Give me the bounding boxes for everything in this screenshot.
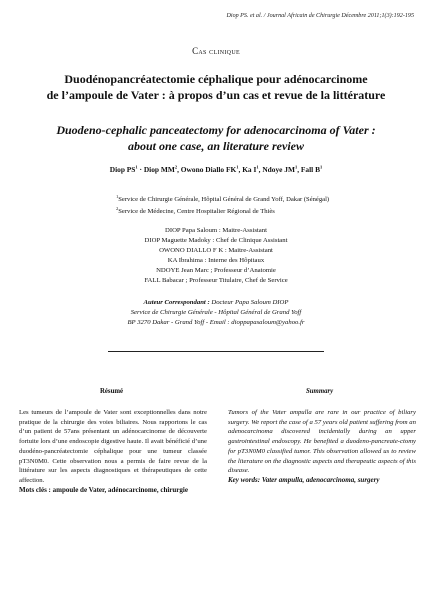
author-list [0, 165, 432, 174]
title-english-line-1: Duodeno-cephalic panceatectomy for adenocarcinoma of Vater : [56, 123, 376, 137]
correspondent-name: Docteur Papa Saloum DIOP [209, 299, 289, 306]
author-roster [0, 226, 432, 285]
summary-keywords: Key words: Vater ampulla, adenocarcinoma, surgery [228, 475, 380, 484]
author: Ka $I^1$, [242, 165, 263, 175]
correspondent-line-1 [0, 298, 432, 308]
resume-column [19, 408, 207, 496]
correspondent-label: Auteur Correspondant : [143, 299, 210, 306]
section-divider [108, 351, 324, 352]
affiliation-2: $^2$Service de Médecine, Centre Hospitalier Régional de Thiès [116, 206, 275, 216]
author: Diop $PS^1$ · [109, 165, 144, 175]
correspondent-line-2: Service de Chirurgie Générale - Hôpital Général de Grand Yoff [130, 308, 302, 316]
author: Owono Diallo $FK^1$, [180, 165, 243, 175]
title-french-line-1: Duodénopancréatectomie céphalique pour adénocarcinome [64, 72, 368, 86]
roster-line: DIOP Maguette Madoky : Chef de Clinique Assistant [144, 236, 288, 244]
roster-line: NDOYE Jean Marc ; Professeur d’Anatomie [156, 266, 276, 274]
title-english-line-2: about one case, an literature review [128, 138, 304, 153]
roster-line: KA Ibrahima : Interne des Hôpitaux [167, 256, 265, 264]
roster-line: FALL Babacar ; Professeur Titulaire, Chef de Service [144, 276, 288, 284]
running-header: Diop PS. et al. / Journal Africain de Chirurgie Décembre 2011;1(3):192-195 [226, 13, 414, 19]
title-french-line-2: de l’ampoule de Vater : à propos d’un cas et revue de la littérature [46, 87, 386, 102]
author: Fall $B^1$ [300, 165, 323, 175]
resume-heading: Résumé [100, 388, 124, 395]
corresponding-author [0, 298, 432, 328]
correspondent-line-3: BP 3270 Dakar - Grand Yoff - Email : dioppapasaloum@yahoo.fr [127, 318, 305, 326]
resume-keywords: Mots clés : ampoule de Vater, adénocarcinome, chirurgie [19, 485, 188, 494]
author: Diop $MM^2$, [143, 165, 181, 175]
roster-line: DIOP Papa Saloum : Maitre-Assistant [165, 227, 267, 234]
author: Ndoye $JM^1$, [262, 165, 301, 175]
title-english [20, 123, 412, 154]
section-label: Cas clinique [192, 46, 240, 56]
summary-column [228, 408, 416, 486]
resume-text: Les tumeurs de l’ampoule de Vater sont exceptionnelles dans notre pratique de la chirurgie des voies biliaires. Nous rapportons le cas d’un patient de 57ans présentant un adénocarcinome de découverte fortuite lors d’une endoscopie digestive haute. Il avait bénéficié d’une duodéno-pancréatectomie céphalique pour une tumeur classée pT3N0M0. Cette observation nous a permis de faire revue de la littérature sur les aspects diagnostiques et thérapeutiques de cette affection. [19, 409, 207, 484]
affiliation-1: $^1$Service de Chirurgie Générale, Hôpital Général de Grand Yoff, Dakar (Sénégal) [116, 194, 330, 204]
summary-heading: Summary [306, 388, 334, 395]
roster-line: OWONO DIALLO F K : Maitre-Assistant [159, 246, 273, 254]
summary-text: Tumors of the Vater ampulla are rare in our practice of biliary surgery. We report the case of a 57 years old patient suffering from an adenocarcinoma discovered incidentally during an upper gastrointestinal endoscopy. He benefited a duodeno-pancreate-ctomy for pT3N0M0 classified tumor. This observation allowed us to review the literature on the diagnostic aspects and therapeutic aspects of this disease. [228, 409, 416, 475]
title-french [20, 72, 412, 103]
